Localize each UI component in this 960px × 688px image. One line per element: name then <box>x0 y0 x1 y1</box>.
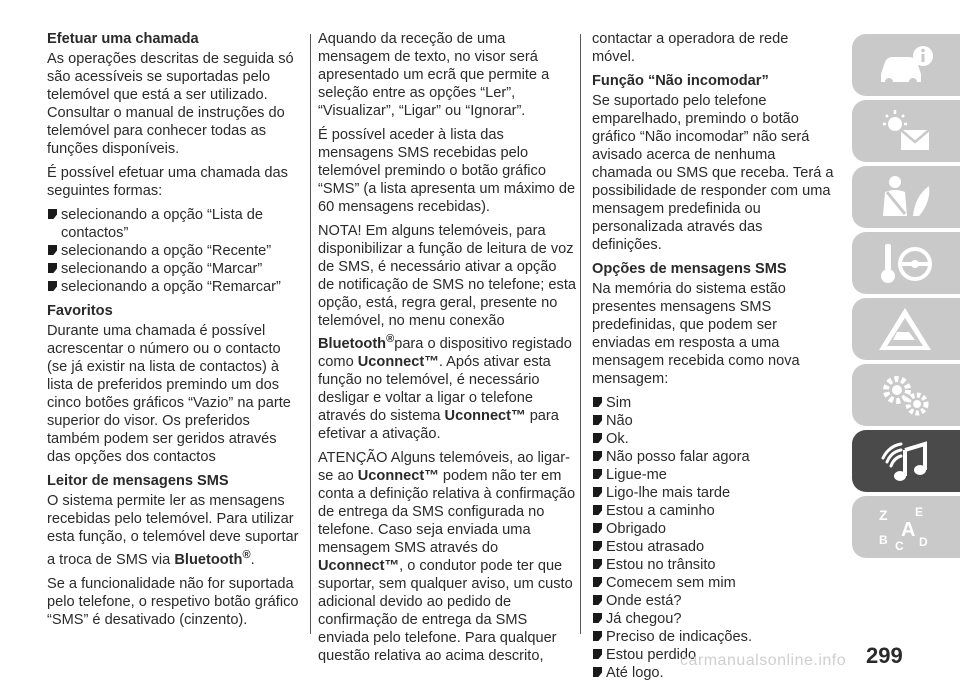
tab-starting-driving[interactable] <box>852 232 960 294</box>
list-item: selecionando a opção “Lista de contactos” <box>47 206 299 242</box>
paragraph: contactar a operadora de rede móvel. <box>592 31 789 65</box>
tab-multimedia[interactable] <box>852 430 960 492</box>
page-number: 299 <box>866 643 903 668</box>
list-item: Ligo-lhe mais tarde <box>592 484 834 502</box>
breakdown-icon <box>875 304 937 354</box>
list-item: Onde está? <box>592 592 834 610</box>
list-item: Estou perdido <box>592 646 834 664</box>
paragraph: Na memória do sistema estão presentes mensagens SMS predefinidas, que podem ser enviadas em resposta a uma mensagem recebida como nova mensagem: <box>592 281 800 387</box>
svg-text:C: C <box>895 539 904 552</box>
list-item: selecionando a opção “Recente” <box>47 242 299 260</box>
column-1 <box>47 30 299 635</box>
column-divider <box>310 34 311 634</box>
paragraph: Aquando da receção de uma mensagem de texto, no visor será apresentado um ecrã que permite a seleção entre as opções “Ler”, “Visualizar”, “Ligar” ou “Ignorar”. <box>318 31 550 119</box>
list-item: Até logo. <box>592 664 834 682</box>
paragraph: Se a funcionalidade não for suportada pelo telefone, o respetivo botão gráfico “SMS” é desativado (cinzento). <box>47 575 299 628</box>
tab-emergency[interactable] <box>852 298 960 360</box>
maintenance-gears-icon <box>875 370 937 420</box>
key-steering-wheel-icon <box>875 238 937 288</box>
sms-messages-list <box>592 394 834 682</box>
list-item: Sim <box>592 394 834 412</box>
heading-efetuar-chamada: Efetuar uma chamada <box>47 31 199 47</box>
list-item: Preciso de indicações. <box>592 628 834 646</box>
list-item: Já chegou? <box>592 610 834 628</box>
list-item: Estou atrasado <box>592 538 834 556</box>
tab-car-info[interactable] <box>852 34 960 96</box>
list-item: selecionando a opção “Marcar” <box>47 260 299 278</box>
seatbelt-airbag-icon <box>875 172 937 222</box>
column-divider <box>580 34 581 634</box>
warning-lights-icon <box>875 106 937 156</box>
svg-text:B: B <box>879 533 888 547</box>
paragraph: NOTA! Em alguns telemóveis, para disponibilizar a função de leitura de voz de SMS, é necessário ativar a opção de notificação de SMS no telefone; esta opção, está, regra geral, presente no telemóvel, no menu conexão Bluetooth®para o dispositivo registado como Uconnect™. Após ativar esta função no telemóvel, é necessário desligar e voltar a ligar o telefone através do sistema Uconnect™ para efetivar a ativação. <box>318 223 576 442</box>
paragraph: Se suportado pelo telefone emparelhado, premindo o botão gráfico “Não incomodar” não será avisado acerca de nenhuma chamada ou SMS que receba. Terá a possibilidade de responder com uma mensagem predefinida ou personalizada através das definições. <box>592 93 834 253</box>
tab-maintenance[interactable] <box>852 364 960 426</box>
heading-leitor-sms: Leitor de mensagens SMS <box>47 473 229 489</box>
list-item: Ligue-me <box>592 466 834 484</box>
car-info-icon <box>875 40 937 90</box>
list-item: Estou a caminho <box>592 502 834 520</box>
tab-safety[interactable] <box>852 166 960 228</box>
svg-text:D: D <box>919 535 928 549</box>
column-3 <box>592 30 834 688</box>
list-item: Comecem sem mim <box>592 574 834 592</box>
list-item: Estou no trânsito <box>592 556 834 574</box>
svg-text:A: A <box>901 519 916 541</box>
svg-text:E: E <box>915 505 924 519</box>
tab-dashboard[interactable] <box>852 100 960 162</box>
tab-index[interactable] <box>852 496 960 558</box>
list-item: Ok. <box>592 430 834 448</box>
chapter-tabs <box>852 34 960 562</box>
paragraph: É possível efetuar uma chamada das seguintes formas: <box>47 165 288 199</box>
list-item: Não posso falar agora <box>592 448 834 466</box>
list-item: selecionando a opção “Remarcar” <box>47 278 299 296</box>
heading-favoritos: Favoritos <box>47 303 113 319</box>
paragraph: ATENÇÃO Alguns telemóveis, ao ligar-se ao Uconnect™ podem não ter em conta a definição relativa à confirmação de entrega da SMS configurada no telefone. Caso seja enviada uma mensagem SMS através do Uconnect™, o condutor pode ter que suportar, sem qualquer aviso, um custo adicional devido ao pedido de confirmação de entrega da SMS enviada pelo telefone. Para qualquer questão relativa ao acima descrito, <box>318 449 576 664</box>
watermark: carmanualsonline.info <box>680 652 847 669</box>
list-item: Obrigado <box>592 520 834 538</box>
column-2 <box>318 30 576 671</box>
paragraph: O sistema permite ler as mensagens recebidas pelo telemóvel. Para utilizar esta função, o telemóvel deve suportar a troca de SMS via Bluetooth®. <box>47 493 299 568</box>
alphabetical-index-icon <box>875 502 937 552</box>
multimedia-icon <box>875 436 937 486</box>
list-item: Não <box>592 412 834 430</box>
heading-opcoes-sms: Opções de mensagens SMS <box>592 261 787 277</box>
svg-text:Z: Z <box>879 507 888 523</box>
call-options-list <box>47 206 299 296</box>
paragraph: As operações descritas de seguida só são acessíveis se suportadas pelo telemóvel que está a ser utilizado. Consultar o manual de instruções do telemóvel para conhecer todas as funções disponíveis. <box>47 51 294 157</box>
heading-nao-incomodar: Função “Não incomodar” <box>592 73 769 89</box>
paragraph: É possível aceder à lista das mensagens SMS recebidas pelo telemóvel premindo o botão gráfico “SMS” (a lista apresenta um máximo de 60 mensagens recebidas). <box>318 127 576 215</box>
paragraph: Durante uma chamada é possível acrescentar o número ou o contacto (se já existir na lista de contactos) à lista de preferidos premindo um dos cinco botões gráficos “Vazio” na parte superior do visor. Os preferidos também podem ser geridos através das opções dos contactos <box>47 323 291 465</box>
